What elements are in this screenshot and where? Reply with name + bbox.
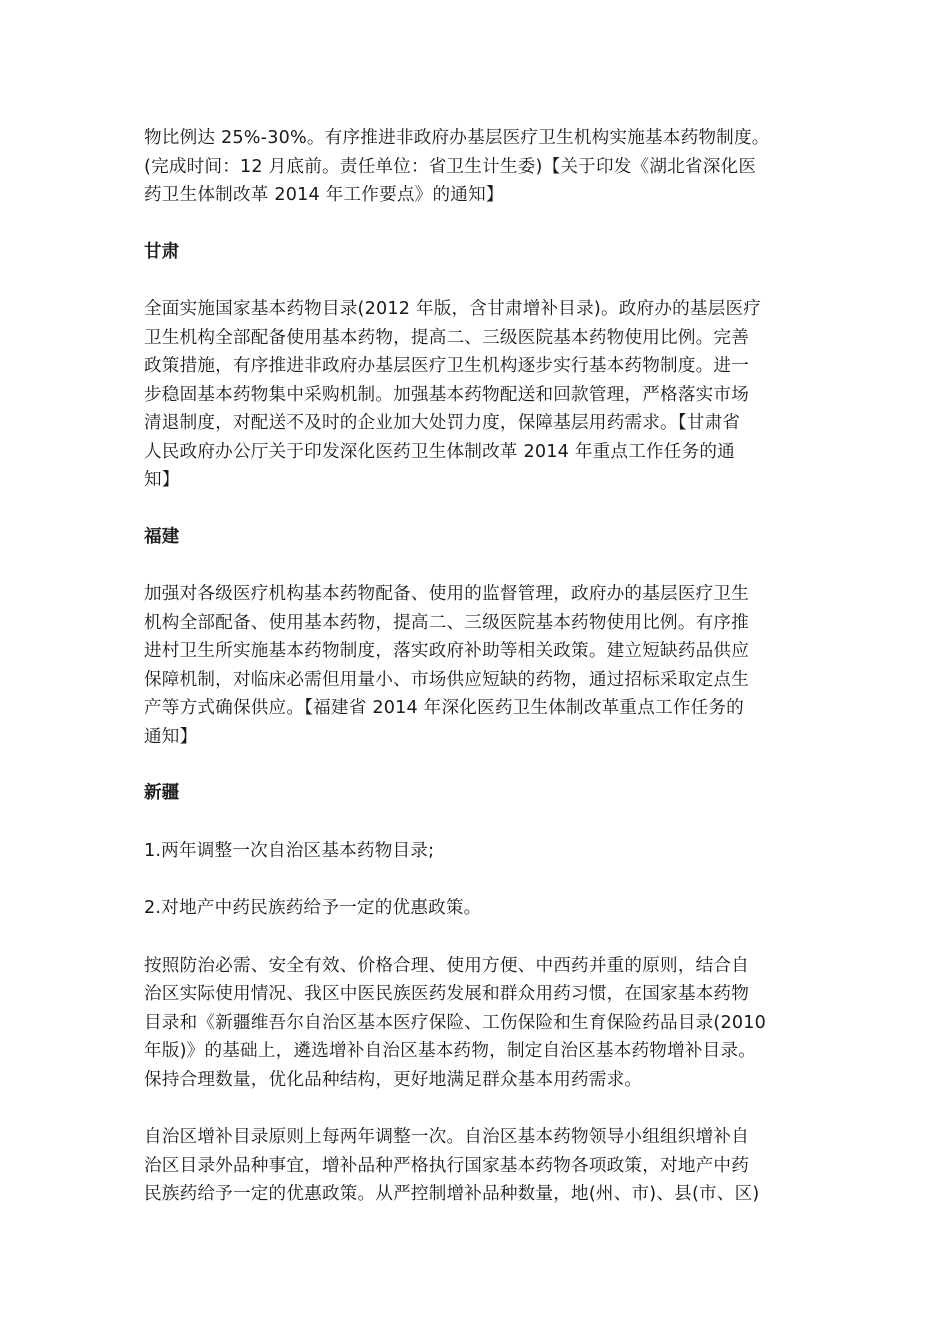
- text-line: 按照防治必需、安全有效、价格合理、使用方便、中西药并重的原则，结合自: [144, 955, 749, 976]
- text-line: 清退制度，对配送不及时的企业加大处罚力度，保障基层用药需求。【甘肃省: [144, 413, 741, 433]
- text-line: 进村卫生所实施基本药物制度，落实政府补助等相关政策。建立短缺药品供应: [144, 641, 749, 661]
- xinjiang-item-1: [144, 837, 810, 866]
- text-line: (完成时间：12 月底前。责任单位：省卫生计生委)【关于印发《湖北省深化医: [144, 156, 757, 177]
- text-line: 通知】: [144, 726, 198, 747]
- fujian-paragraph: [144, 580, 810, 751]
- text-line: 自治区增补目录原则上每两年调整一次。自治区基本药物领导小组组织增补自: [144, 1127, 749, 1147]
- text-line: 民族药给予一定的优惠政策。从严控制增补品种数量，地(州、市)、县(市、区): [144, 1184, 760, 1204]
- text-line: 知】: [144, 470, 180, 490]
- text-line: 人民政府办公厅关于印发深化医药卫生体制改革 2014 年重点工作任务的通: [144, 441, 735, 462]
- text-line: 治区目录外品种事宜，增补品种严格执行国家基本药物各项政策，对地产中药: [144, 1155, 749, 1176]
- text-line: 保持合理数量，优化品种结构，更好地满足群众基本用药需求。: [144, 1069, 643, 1090]
- text-line: 机构全部配备、使用基本药物，提高二、三级医院基本药物使用比例。有序推: [144, 612, 749, 633]
- text-line: 政策措施，有序推进非政府办基层医疗卫生机构逐步实行基本药物制度。进一: [144, 356, 749, 376]
- text-line: 加强对各级医疗机构基本药物配备、使用的监督管理，政府办的基层医疗卫生: [144, 584, 749, 604]
- hubei-paragraph-tail: [144, 124, 810, 210]
- text-line: 目录和《新疆维吾尔自治区基本医疗保险、工伤保险和生育保险药品目录(2010: [144, 1012, 767, 1033]
- text-line: 产等方式确保供应。【福建省 2014 年深化医药卫生体制改革重点工作任务的: [144, 698, 744, 718]
- text-line: 年版)》的基础上，遴选增补自治区基本药物，制定自治区基本药物增补目录。: [144, 1041, 757, 1061]
- section-heading-gansu: 甘肃: [144, 241, 180, 262]
- text-line: 物比例达 25%-30%。有序推进非政府办基层医疗卫生机构实施基本药物制度。: [144, 128, 770, 148]
- xinjiang-paragraph-2: [144, 1123, 810, 1209]
- text-line: 1.两年调整一次自治区基本药物目录;: [144, 840, 435, 861]
- xinjiang-item-2: [144, 894, 810, 923]
- text-line: 治区实际使用情况、我区中医民族医药发展和群众用药习惯，在国家基本药物: [144, 984, 749, 1004]
- text-line: 保障机制，对临床必需但用量小、市场供应短缺的药物，通过招标采取定点生: [144, 669, 749, 690]
- document-page: [144, 124, 810, 1209]
- text-line: 卫生机构全部配备使用基本药物，提高二、三级医院基本药物使用比例。完善: [144, 327, 749, 348]
- text-line: 2.对地产中药民族药给予一定的优惠政策。: [144, 898, 482, 918]
- xinjiang-paragraph-1: [144, 952, 810, 1095]
- text-line: 全面实施国家基本药物目录(2012 年版，含甘肃增补目录)。政府办的基层医疗: [144, 299, 762, 319]
- gansu-paragraph: [144, 295, 810, 495]
- section-heading-fujian: 福建: [144, 526, 180, 547]
- text-line: 药卫生体制改革 2014 年工作要点》的通知】: [144, 185, 504, 205]
- section-heading-xinjiang: 新疆: [144, 783, 180, 803]
- text-line: 步稳固基本药物集中采购机制。加强基本药物配送和回款管理，严格落实市场: [144, 384, 749, 405]
